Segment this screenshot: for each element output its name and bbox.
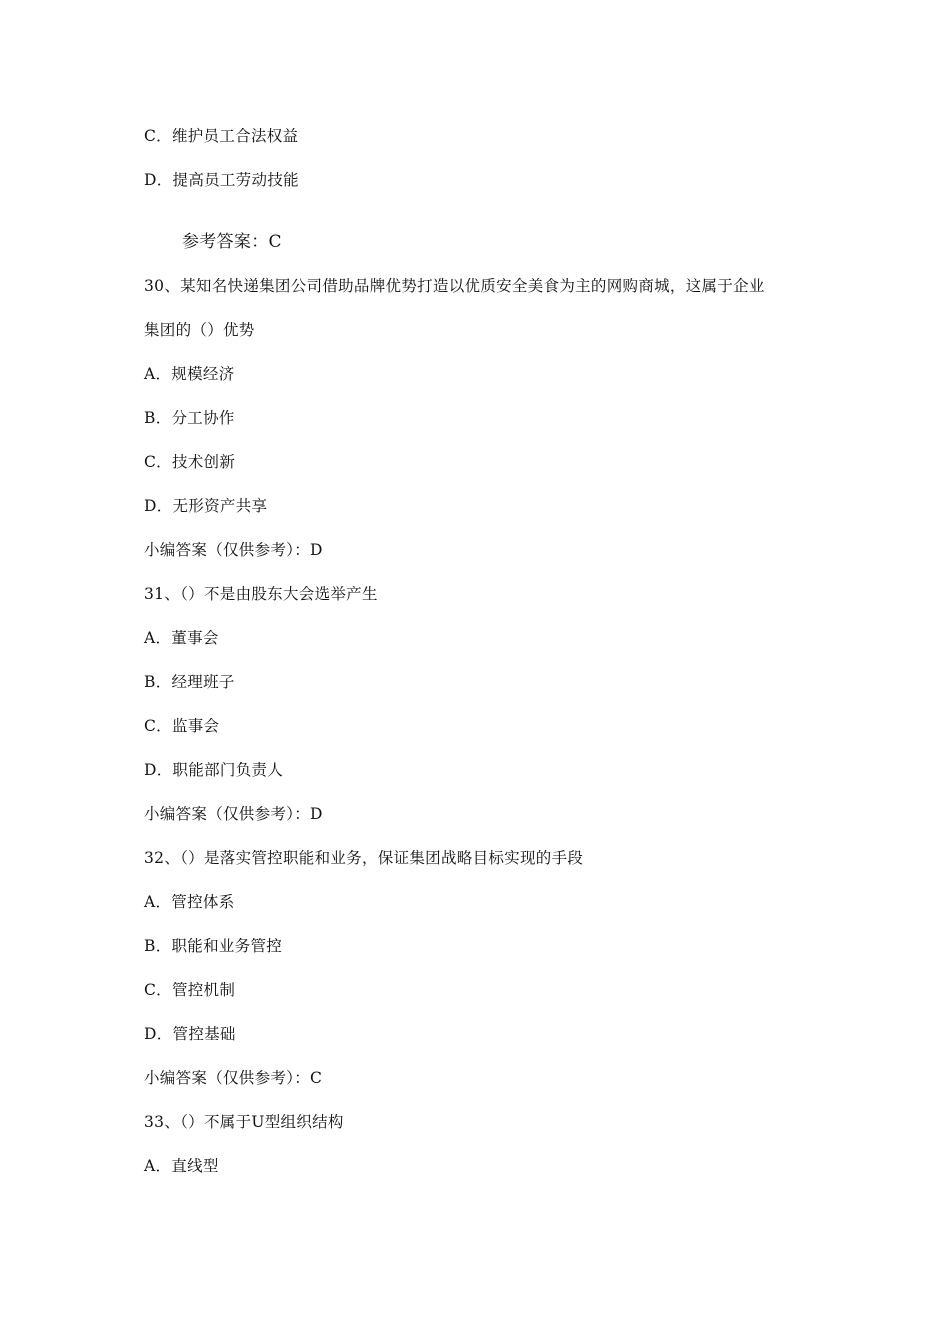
option-b-q32: B．职能和业务管控 (144, 937, 283, 955)
reference-answer-q29: 参考答案：C (182, 232, 282, 252)
answer-q31: 小编答案（仅供参考）：D (144, 805, 323, 823)
option-d-q32: D．管控基础 (144, 1025, 236, 1043)
option-b-q31: B．经理班子 (144, 673, 235, 691)
option-a-q33: A．直线型 (144, 1157, 219, 1175)
question-30-line-2: 集团的（）优势 (144, 321, 255, 339)
answer-q32: 小编答案（仅供参考）：C (144, 1069, 323, 1087)
option-d-q31: D．职能部门负责人 (144, 761, 284, 779)
question-30-line-1: 30、某知名快递集团公司借助品牌优势打造以优质安全美食为主的网购商城，这属于企业 (144, 277, 765, 295)
option-a-q31: A．董事会 (144, 629, 219, 647)
question-32: 32、（）是落实管控职能和业务，保证集团战略目标实现的手段 (144, 849, 584, 867)
option-c-q31: C．监事会 (144, 717, 220, 735)
option-c-q30: C．技术创新 (144, 453, 236, 471)
option-d-q30: D．无形资产共享 (144, 497, 268, 515)
option-c-q32: C．管控机制 (144, 981, 236, 999)
option-d-q29: D．提高员工劳动技能 (144, 171, 299, 189)
question-33: 33、（）不属于U型组织结构 (144, 1113, 344, 1131)
option-a-q32: A．管控体系 (144, 893, 235, 911)
option-b-q30: B．分工协作 (144, 409, 235, 427)
option-a-q30: A．规模经济 (144, 365, 235, 383)
question-31: 31、（）不是由股东大会选举产生 (144, 585, 378, 603)
answer-q30: 小编答案（仅供参考）：D (144, 541, 323, 559)
option-c-q29: C．维护员工合法权益 (144, 127, 299, 145)
